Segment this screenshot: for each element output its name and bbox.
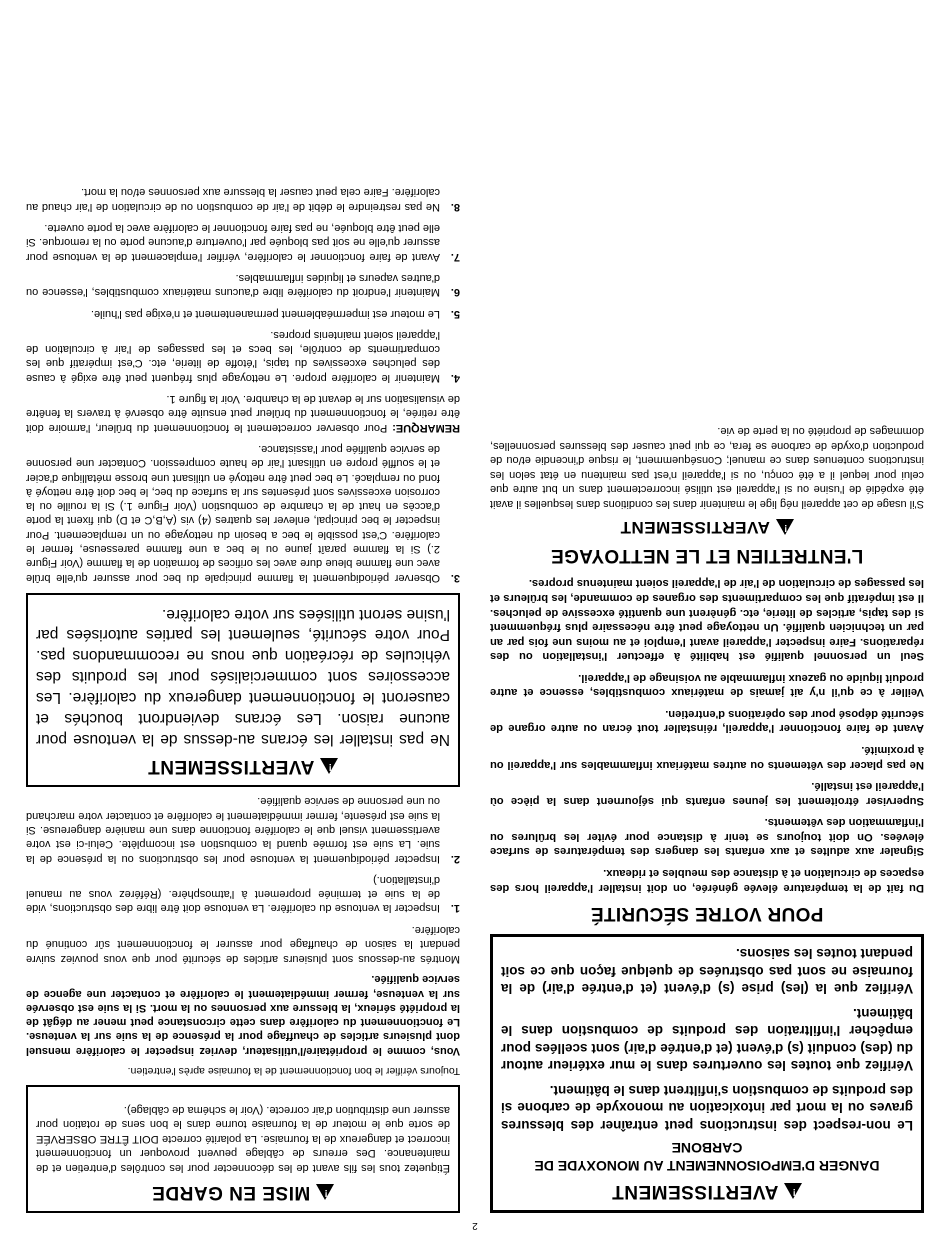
column-right xyxy=(26,20,462,1213)
warning-box-co-poisoning xyxy=(490,934,924,1213)
caution-heading-text: MISE EN GARDE xyxy=(151,1182,311,1203)
warning-heading-no-screens xyxy=(36,755,450,777)
safety-paragraph: Avant de faire fonctionner l'appareil, réinstaller tout écran ou autre organe de sécurité déposé pour des opérations d'entretien. xyxy=(490,707,924,735)
warning-subheading-co: DANGER D'EMPOISONNEMENT AU MONOXYDE DE CARBONE xyxy=(534,1140,880,1174)
remarque-label: REMARQUE: xyxy=(392,421,460,434)
safety-paragraph: Du fait de la température élevée générée, on doit installer l'appareil hors des espaces de circulation et à distance des meubles et rideaux. xyxy=(490,866,924,894)
list-item-number: 8. xyxy=(450,200,460,213)
warning-heading-maintenance xyxy=(490,517,924,537)
maintenance-numbered-list xyxy=(26,794,460,915)
warning-body-no-screens: Ne pas installer les écrans au-dessus de la ventouse pour aucune raison. Les écrans deviendront bouchés et causeront le fonctionnement dangereux du calorifère. Les accessoires sont commercialisés pour les produits des véhicules de récréation que nous ne recommandons pas. Pour votre sécurité, seulement les parties autorisées par l'usine seront utilisées sur votre calorifère. xyxy=(36,605,450,749)
warning-paragraph: Vérifiez que la (les) prise (s) d'évent (et d'entrée d'air) de la fournaise ne sont pas obstruées de quelque façon que ce soit pendant toutes les saisons. xyxy=(501,946,913,997)
safety-paragraph: Signaler aux adultes et aux enfants les dangers des températures de surface élevées. On doit toujours se tenir à distance pour éviter les brûlures ou l'inflammation des vêtements. xyxy=(490,816,924,858)
warning-heading-text: AVERTISSEMENT xyxy=(611,1181,779,1202)
warning-paragraph: Vérifiez que toutes les ouvertures dans le mur extérieur autour du (des) conduit (s) d'évent (et d'entrée d'air) sont scellées pour empêcher l'infiltration des produits de combustion dans le bâtiment. xyxy=(501,1005,913,1074)
warning-body-co xyxy=(501,945,913,1134)
two-column-layout xyxy=(26,20,924,1227)
caution-paragraph: Étiquetez tous les fils avant de les déconnecter pour les contrôles d'entretien et de maintenance. Des erreurs de câblage peuvent provoquer un fonctionnement incorrect et dangereux de la fournaise. La polarité correcte DOIT ÊTRE OBSERVÉE de sorte que le moteur de la fournaise tourne dans le bon sens de rotation pour assurer une distribution d'air correcte. (Voir le schéma de câblage). xyxy=(36,1103,450,1174)
remarque-note xyxy=(26,392,460,435)
maintenance-warning-text: S'il usage de cet appareil nég lige le maintenir dans les conditions dans lesquelles il avait été expédié de l'usine ou si l'appareil est utilisé incorrectement dans un but autre que celui pour lequel il a été conçu, ou si l'appareil n'est pas maintenu en état selon les instructions contenues dans ce manuel; Conséquemment, le risque d'incendie et/ou de production d'oxyde de carbone se fera, ce qui peut causer des blessures personnelles, dommages de propriété ou la perte de vie. xyxy=(490,425,924,510)
warning-triangle-icon xyxy=(320,758,338,774)
safety-paragraph: Veiller à ce qu'il n'y ait jamais de matériaux combustibles, essence et autre produit liquide ou gazeux inflammable au voisinage de l'appareil. xyxy=(490,671,924,699)
warning-heading-text: AVERTISSEMENT xyxy=(620,517,770,537)
remarque-text: Pour observer correctement le fonctionnement du brûleur, l'armoire doit être retirée, le fonctionnement du brûleur peut ensuite être observé à travers la fenêtre de visualisation sur le devant de la chambre. Voir la figure 1. xyxy=(26,393,460,434)
maintenance-warning-text-wrapper xyxy=(490,424,924,511)
list-item-text: Maintenir le calorifère propre. Le nettoyage plus fréquent peut être exigé à cause des peluches excessives du tapis, l'étoffe de literie, etc. C'est impératif que les compartiments de contrôle, les becs et les passages de l'air à circulation de l'appareil soient maintenis propres. xyxy=(26,328,440,384)
list-item-text: Avant de faire fonctionner le calorifère, vérifier l'emplacement de la ventouse pour assurer qu'elle ne soit pas bloquée par l'ouverture d'aucune porte ou la remorque. Si elle peut être bloquée, ne pas faire fonctionner le calorifère avec la porte ouverte. xyxy=(26,222,440,263)
list-item-text: Inspecter la ventouse du calorifère. La ventouse doit être libre des obstructions, vide de la suie et terminée proprement à l'atmosphère. (Référez vous au manuel d'installation.) xyxy=(26,873,440,915)
owner-instructions-secondary xyxy=(26,922,460,966)
owner-paragraph: Montrés au-dessous sont plusieurs articles de sécurité pour que vous pouviez suivre pendant la saison de chauffage pour assurer le fonctionnement sûr continué du calorifère. xyxy=(26,923,460,965)
list-item xyxy=(26,221,460,264)
list-item-number: 1. xyxy=(450,902,460,915)
safety-paragraph: Superviser étroitement les jeunes enfants qui séjournent dans la pièce où l'appareil est installé. xyxy=(490,780,924,807)
warning-box-no-screens xyxy=(26,593,460,787)
list-item-text: Ne pas restreindre le débit de l'air de combustion ou de circulation de l'air chaud au calorifère. Faire cela peut causer la blessure aux personnes et/ou la mort. xyxy=(26,186,440,213)
safety-list xyxy=(490,576,924,895)
warning-heading-text: AVERTISSEMENT xyxy=(147,756,315,778)
maintenance-numbered-list-tail xyxy=(26,185,460,385)
list-item-text: Le moteur est imperméablement permanentement et n'exige pas l'huile. xyxy=(90,307,440,320)
list-item-number: 4. xyxy=(450,371,460,384)
list-item-text: Observer périodiquement la flamme principale du bec pour assurer qu'elle brûle avec une flamme bleue dure avec les orifices de formation de la flamme (Voir Figure 2.) Si la flamme paraît jaune ou le bec a une flamme paresseuse, fermer le calorifère. C'est possible le bec a besoin du nettoyage ou un remplacement. Pour inspecter le bec principal, enlever les quatres (4) vis (A,B,C et D) qui fixent la porte d'accès en haut de la chambre de combustion (Voir Figure 1.) Si la rouille ou la corrosion excessives sont présentes sur la surface du bec, le bec doit être nettoyé à fond ou remplacé. Le bec peut être nettoyé en utilisant une brosse métallique d'acier et le soufflé propre en utilisant l'air de haute compression. Contacter une personne de service qualifiée pour l'assistance. xyxy=(26,442,440,584)
page-number: 2 xyxy=(472,1220,478,1231)
column-left xyxy=(488,20,924,1213)
warning-heading-co xyxy=(501,1180,913,1202)
caution-box-wiring xyxy=(26,1085,460,1213)
list-item-number: 6. xyxy=(450,286,460,299)
list-item-number: 2. xyxy=(450,852,460,865)
list-item xyxy=(26,306,460,320)
safety-paragraph: Seul un personnel qualifié est habilité à effectuer l'installation ou des réparations. Faire inspecter l'appareil avant l'emploi et au moins une fois par an par un technicien qualifié. Un nettoyage peut être nécessaire plus fréquemment si des tapis, articles de literie, etc. génèrent une quantité excessive de peluches. Il est impératif que les compartiments des organes de commande, les brûleurs et les passages de circulation de l'air de l'appareil soient maintenus propres. xyxy=(490,577,924,663)
list-item xyxy=(26,271,460,300)
list-item-text: Inspecter périodiquement la ventouse pour les obstructions ou la présence de la suie. La suie est formée quand la combustion est incomplète. Celui-ci est votre avertissement visuel que le calorifère fonctionne dans une manière dangereuse. Si la suie est présente, fermer immédiatement le calorifère et contacter votre marchand ou une personne de service qualifiée. xyxy=(26,795,440,865)
list-item-text: Maintenir l'endroit du calorifère libre d'aucuns matériaux combustibles, l'essence ou d'autres vapeurs et liquides inflammables. xyxy=(26,271,440,299)
warning-paragraph: Le non-respect des instructions peut entraîner des blessures graves ou la mort par intoxication au monoxyde de carbone si des produits de combustion s'infiltrent dans le bâtiment. xyxy=(501,1082,913,1133)
warning-triangle-icon xyxy=(316,1184,334,1200)
maintenance-numbered-list-continued xyxy=(26,442,460,585)
safety-paragraph: Ne pas placer des vêtements ou autres matériaux inflammables sur l'appareil ou à proximité. xyxy=(490,744,924,771)
list-item xyxy=(26,442,460,585)
owner-instructions xyxy=(26,972,460,1058)
caution-footer-note: Toujours vérifier le bon fonctionnement de la fournaise après l'entretien. xyxy=(127,1065,460,1078)
caution-heading xyxy=(36,1181,450,1203)
list-item xyxy=(26,328,460,385)
warning-triangle-icon xyxy=(776,519,794,535)
owner-paragraph: Vous, comme le propriétaire/l'utilisateur, devriez inspecter le calorifère mensuel dont plusieurs articles de chauffage pour la présence de la suie sur la venteuse. Le fonctionnement du calorifère dans cette circonstance peut mener au dégât de la propriété sérieux, la blessure aux personnes ou la mort. Si la suie est observée sur la venteuse, fermer immédiatement le calorifère et contacter une agence de service qualifiée. xyxy=(26,973,460,1057)
list-item-number: 3. xyxy=(450,571,460,584)
list-item xyxy=(26,873,460,916)
list-item-number: 5. xyxy=(450,307,460,320)
section-heading-safety: POUR VOTRE SÉCURITÉ xyxy=(590,902,824,924)
list-item xyxy=(26,185,460,214)
caution-body xyxy=(36,1102,450,1175)
list-item xyxy=(26,794,460,865)
warning-triangle-icon xyxy=(784,1183,802,1199)
list-item-number: 7. xyxy=(450,250,460,263)
section-heading-maintenance: L'ENTRETIEN ET LE NETTOYAGE xyxy=(550,544,864,566)
